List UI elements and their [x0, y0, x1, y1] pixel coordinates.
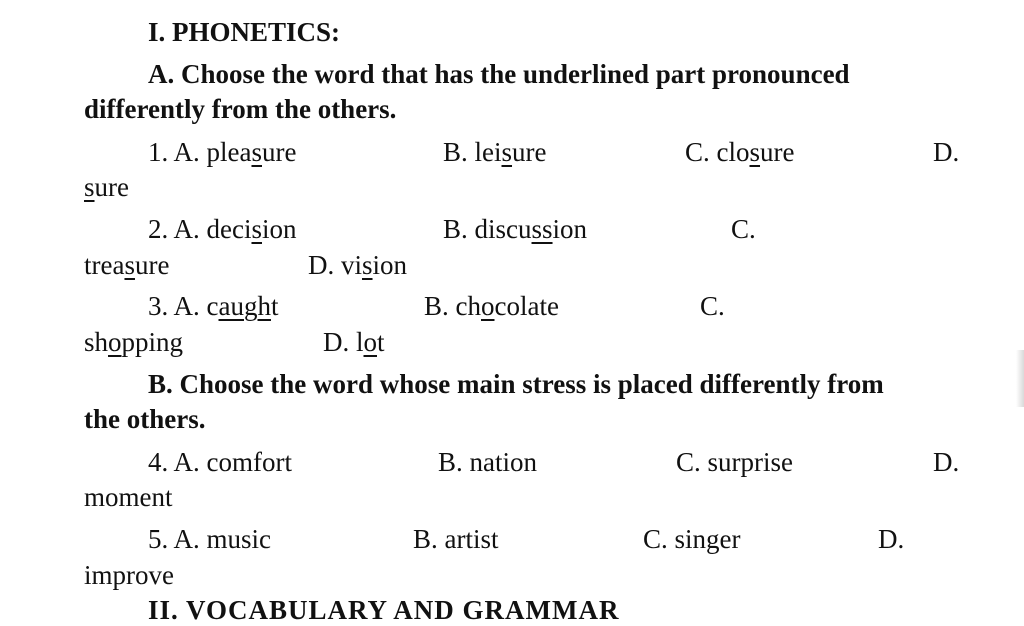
q5-option-a: 5. A. music — [148, 524, 272, 554]
q2-option-a: 2. A. decision — [148, 214, 297, 244]
q3-option-c-word: shopping — [84, 327, 184, 357]
q2-option-d: D. vision — [308, 250, 408, 280]
q1-option-b: B. leisure — [443, 137, 547, 167]
q3-option-b: B. chocolate — [424, 291, 559, 321]
q3-option-a: 3. A. caught — [148, 291, 279, 321]
q2-option-b: B. discussion — [443, 214, 588, 244]
part-b-instruction-line2: the others. — [84, 404, 206, 434]
q1-option-a: 1. A. pleasure — [148, 137, 297, 167]
q5-option-d-label: D. — [878, 524, 905, 554]
q5-option-b: B. artist — [413, 524, 499, 554]
part-b-instruction-line1: B. Choose the word whose main stress is placed differently from — [148, 369, 884, 399]
q4-option-d-word: moment — [84, 482, 173, 512]
q2-option-c-word: treasure — [84, 250, 170, 280]
q1-option-c: C. closure — [685, 137, 795, 167]
part-a-instruction-line2: differently from the others. — [84, 94, 397, 124]
q4-option-a: 4. A. comfort — [148, 447, 292, 477]
q3-option-c-label: C. — [700, 291, 725, 321]
q4-option-b: B. nation — [438, 447, 537, 477]
section-title: I. PHONETICS: — [148, 17, 341, 47]
q1-option-d-label: D. — [933, 137, 960, 167]
q2-option-c-label: C. — [731, 214, 756, 244]
q5-option-d-word: improve — [84, 560, 174, 590]
q1-option-d-word: sure — [84, 172, 129, 202]
part-a-instruction-line1: A. Choose the word that has the underlined part pronounced — [148, 59, 850, 89]
q3-option-d: D. lot — [323, 327, 385, 357]
page-edge-shadow — [1016, 350, 1024, 407]
q4-option-d-label: D. — [933, 447, 960, 477]
q4-option-c: C. surprise — [676, 447, 793, 477]
q5-option-c: C. singer — [643, 524, 741, 554]
next-section-heading-cutoff: II. VOCABULARY AND GRAMMAR — [148, 595, 620, 625]
